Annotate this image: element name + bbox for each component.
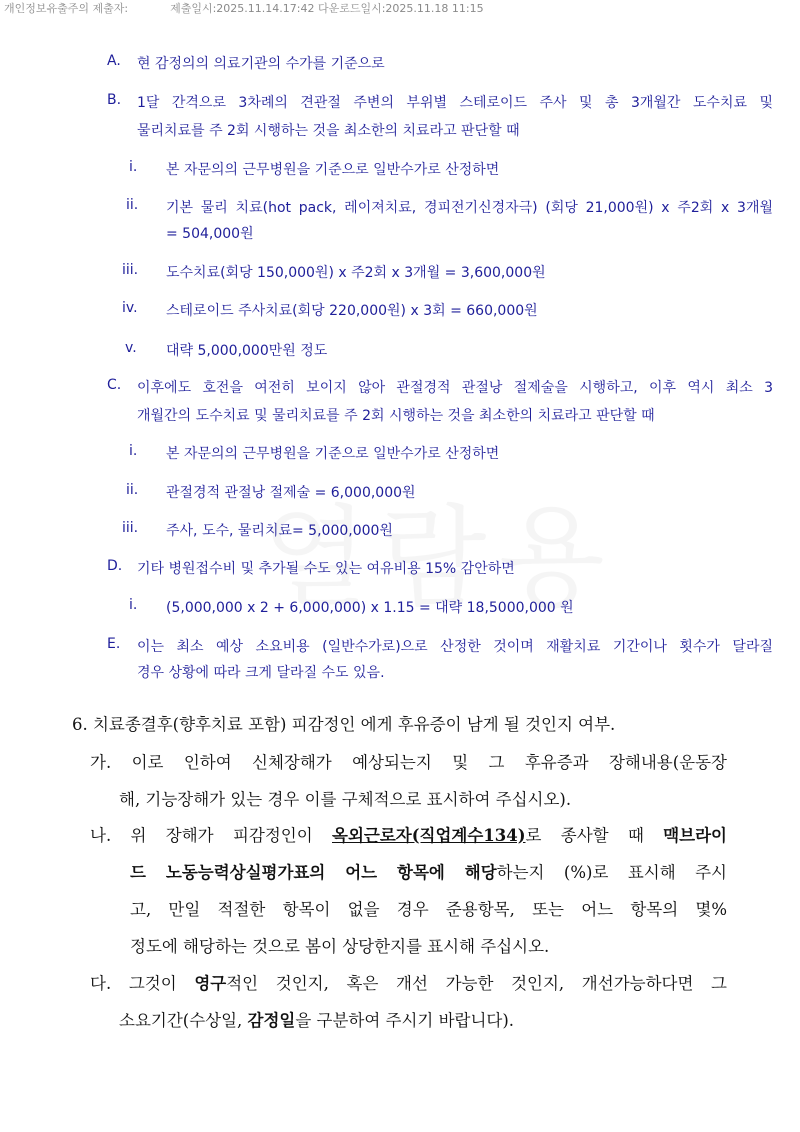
item-marker: A.	[107, 53, 121, 69]
section-6-da-line1	[90, 970, 727, 994]
item-b-line1: 1달 간격으로 3차례의 견관절 주변의 부위별 스테로이드 주사 및 총 3개월간 도수치료 및	[137, 95, 773, 111]
na-occupation: 옥외근로자(직업계수134)	[332, 826, 526, 845]
section-6-heading: 6. 치료종결후(향후치료 포함) 피감정인 에게 후유증이 남게 될 것인지 여부.	[72, 715, 616, 734]
item-marker: E.	[107, 636, 121, 652]
section-6-ga-line1: 가. 이로 인하여 신체장해가 예상되는지 및 그 후유증과 장해내용(운동장	[90, 753, 727, 772]
item-e-line2: 경우 상황에 따라 크게 달라질 수도 있음.	[137, 665, 385, 681]
privacy-label: 개인정보유출주의 제출자:	[4, 2, 129, 15]
item-b-v-text: 대략 5,000,000만원 정도	[166, 343, 328, 359]
da-rest: 적인 것인지, 혹은 개선 가능한 것인지, 개선가능하다면 그	[226, 974, 727, 993]
na-prefix: 나. 위 장해가 피감정인이	[90, 826, 313, 845]
item-b-iii-text: 도수치료(회당 150,000원) x 주2회 x 3개월 = 3,600,000원	[166, 265, 546, 281]
da-line2-pre: 소요기간(수상일,	[119, 1011, 243, 1030]
na-bold-end: 맥브라이	[663, 826, 727, 845]
subitem-marker: i.	[129, 443, 138, 459]
page-header	[4, 0, 484, 16]
item-b-ii-line1: 기본 물리 치료(hot pack, 레이져치료, 경피전기신경자극) (회당 21,000원) x 주2회 x 3개월	[166, 200, 773, 216]
item-b-i-text: 본 자문의의 근무병원을 기준으로 일반수가로 산정하면	[166, 162, 500, 178]
item-c-iii-text: 주사, 도수, 물리치료= 5,000,000원	[166, 523, 393, 539]
na-mid: 로 종사할 때	[525, 826, 644, 845]
item-c-line2: 개월간의 도수치료 및 물리치료를 주 2회 시행하는 것을 최소한의 치료라고 판단할 때	[137, 408, 655, 424]
subitem-marker: i.	[129, 159, 138, 175]
section-6-na-line4: 정도에 해당하는 것으로 봄이 상당한지를 표시해 주십시오.	[130, 937, 550, 956]
item-e-line1: 이는 최소 예상 소요비용 (일반수가로)으로 산정한 것이며 재활치료 기간이나 횟수가 달라질	[137, 639, 773, 655]
da-line2-post: 을 구분하여 주시기 바랍니다).	[295, 1011, 515, 1030]
item-c-line1: 이후에도 호전을 여전히 보이지 않아 관절경적 관절낭 절제술을 시행하고, 이후 역시 최소 3	[137, 380, 773, 396]
item-d-i-text: (5,000,000 x 2 + 6,000,000) x 1.15 = 대략 18,5000,000 원	[166, 600, 574, 616]
subitem-marker: iii.	[122, 262, 139, 278]
section-6-na-line2	[130, 859, 727, 883]
item-b-line2: 물리치료를 주 2회 시행하는 것을 최소한의 치료라고 판단할 때	[137, 123, 520, 139]
submit-time: 제출일시:2025.11.14.17:42	[170, 2, 315, 15]
item-a-text: 현 감정의의 의료기관의 수가를 기준으로	[137, 56, 385, 72]
subitem-marker: i.	[129, 597, 138, 613]
na-line2-bold: 드 노동능력상실평가표의 어느 항목에 해당	[130, 863, 497, 882]
da-prefix: 다. 그것이	[90, 974, 177, 993]
subitem-marker: v.	[125, 340, 137, 356]
section-6-na-line1	[90, 822, 727, 846]
item-b-ii-line2: = 504,000원	[166, 226, 254, 242]
item-d-text: 기타 병원접수비 및 추가될 수도 있는 여유비용 15% 감안하면	[137, 561, 515, 577]
item-c-ii-text: 관절경적 관절낭 절제술 = 6,000,000원	[166, 485, 416, 501]
item-marker: B.	[107, 92, 122, 108]
item-marker: D.	[107, 558, 123, 574]
section-6-ga-line2: 해, 기능장해가 있는 경우 이를 구체적으로 표시하여 주십시오).	[119, 790, 572, 809]
item-c-i-text: 본 자문의의 근무병원을 기준으로 일반수가로 산정하면	[166, 446, 500, 462]
da-line2-bold: 감정일	[247, 1011, 296, 1030]
subitem-marker: ii.	[126, 482, 139, 498]
da-bold: 영구	[194, 974, 227, 993]
subitem-marker: iii.	[122, 520, 139, 536]
item-b-iv-text: 스테로이드 주사치료(회당 220,000원) x 3회 = 660,000원	[166, 303, 538, 319]
subitem-marker: ii.	[126, 197, 139, 213]
download-time: 다운로드일시:2025.11.18 11:15	[317, 2, 484, 15]
na-line2-rest: 하는지 (%)로 표시해 주시	[496, 863, 727, 882]
section-6-na-line3: 고, 만일 적절한 항목이 없을 경우 준용항목, 또는 어느 항목의 몇%	[130, 900, 727, 919]
subitem-marker: iv.	[122, 300, 138, 316]
item-marker: C.	[107, 377, 122, 393]
section-6-da-line2	[119, 1007, 514, 1031]
